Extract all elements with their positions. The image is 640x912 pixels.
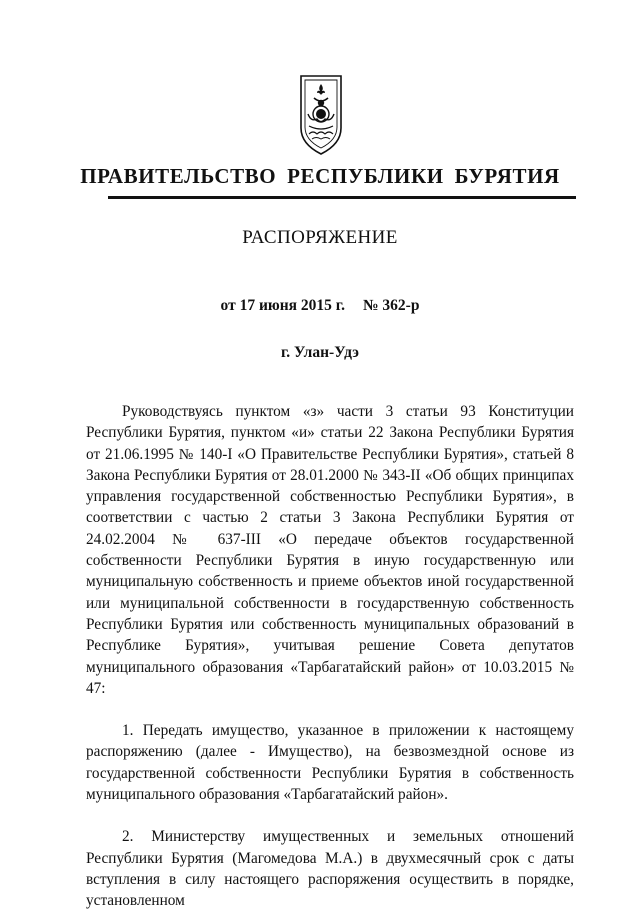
document-date: от 17 июня 2015 г. bbox=[220, 297, 345, 314]
preamble-paragraph: Руководствуясь пунктом «з» части 3 статьи 93 Конституции Республики Бурятия, пунктом «и» статьи 22 Закона Республики Бурятия от 21.06.1995 № 140-I «О Правительстве Республики Бурятия», статьей 8 Закона Республики Бурятия от 28.01.2000 № 343-II «Об общих принципах управления государственной собственностью Республики Бурятия», в соответствии с частью 2 статьи 3 Закона Республики Бурятия от 24.02.2004 № 637-III «О передаче объектов государственной собственности Республики Бурятия в иную государственную или муниципальную собственность и приеме объектов иной государственной или муниципальной собственности в государственную собственность Республики Бурятия или собственность муниципальных образований в Республике Бурятия», учитывая решение Совета депутатов муниципального образования «Тарбагатайский район» от 10.03.2015 № 47: bbox=[86, 403, 574, 697]
document-body bbox=[86, 401, 574, 912]
document-date-line bbox=[0, 297, 640, 315]
document-number: № 362-р bbox=[362, 297, 420, 314]
header-rule bbox=[108, 196, 576, 199]
coat-of-arms-icon bbox=[297, 70, 345, 160]
government-name: ПРАВИТЕЛЬСТВО РЕСПУБЛИКИ БУРЯТИЯ bbox=[80, 164, 560, 188]
document-city: г. Улан-Удэ bbox=[280, 344, 359, 361]
item-2-paragraph: 2. Министерству имущественных и земельных отношений Республики Бурятия (Магомедова М.А.) в двухмесячный срок с даты вступления в силу настоящего распоряжения осуществить в порядке, установленном bbox=[86, 828, 574, 910]
item-1-paragraph: 1. Передать имущество, указанное в приложении к настоящему распоряжению (далее - Имущество), на безвозмездной основе из государственной собственности Республики Бурятия в собственность муниципального образования «Тарбагатайский район». bbox=[86, 722, 574, 804]
document-type: РАСПОРЯЖЕНИЕ bbox=[242, 227, 398, 248]
